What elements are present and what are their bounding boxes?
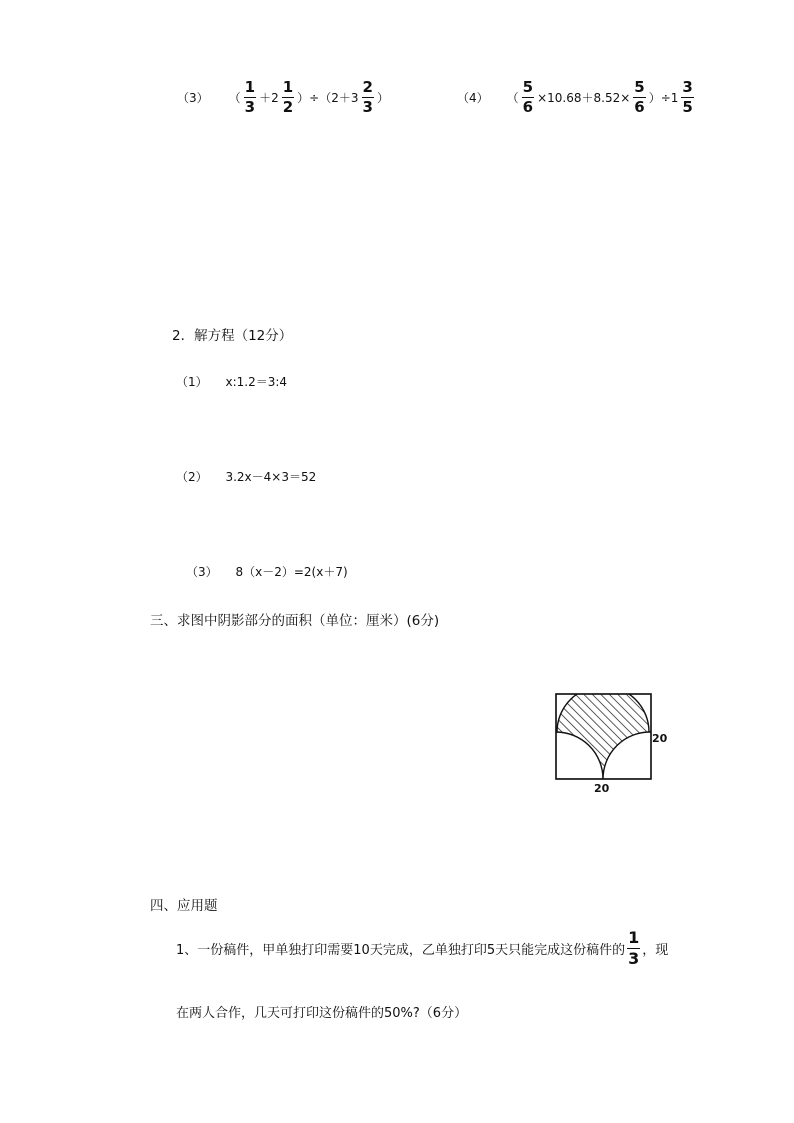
label-bottom: 20 — [594, 782, 610, 795]
question-1-line-1 — [176, 930, 668, 967]
section-2-title: 2．解方程（12分） — [172, 328, 293, 344]
divide-part: ）÷（2＋3 — [297, 91, 359, 105]
open-paren: （ — [228, 91, 241, 105]
problem-3 — [176, 80, 390, 115]
question-1-text: 1、一份稿件，甲单独打印需要10天完成，乙单独打印5天只能完成这份稿件的 — [176, 943, 626, 958]
label-right: 20 — [652, 732, 668, 745]
fraction-one-third-q1: $\frac{1}{3}$ — [628, 928, 640, 968]
equation-3 — [186, 563, 348, 580]
question-1-line-2: 在两人合作，几天可打印这份稿件的50%?（6分） — [176, 1006, 468, 1021]
question-1-text-cont: ，现 — [642, 943, 669, 958]
equation-2 — [176, 468, 316, 485]
equation-2-text: 3.2x－4×3＝52 — [225, 470, 317, 484]
problem-4 — [456, 80, 696, 115]
shaded-area-figure — [545, 690, 675, 798]
problem-4-label: （4） — [457, 91, 489, 105]
equation-1 — [176, 373, 287, 390]
plus-two: ＋2 — [259, 91, 279, 105]
fraction-one-half: $\frac{1}{2}$ — [282, 78, 294, 116]
problem-3-label: （3） — [177, 91, 209, 105]
equation-3-label: （3） — [186, 565, 218, 579]
multiply-part: ×10.68＋8.52× — [537, 91, 631, 105]
close-paren: ） — [376, 91, 389, 105]
divide-part: ）÷1 — [648, 91, 679, 105]
fraction-one-third: $\frac{1}{3}$ — [244, 78, 256, 116]
fraction-two-thirds: $\frac{2}{3}$ — [362, 78, 373, 116]
section-4-title: 四、应用题 — [150, 898, 218, 914]
section-3-title: 三、求图中阴影部分的面积（单位：厘米）(6分) — [150, 613, 440, 629]
fraction-three-fifths: $\frac{3}{5}$ — [682, 78, 693, 116]
equation-1-label: （1） — [176, 375, 208, 389]
equation-2-label: （2） — [176, 470, 208, 484]
open-paren: （ — [506, 91, 519, 105]
equation-3-text: 8（x－2）=2(x＋7) — [235, 565, 348, 579]
fraction-five-sixths-2: $\frac{5}{6}$ — [634, 78, 645, 116]
fraction-five-sixths: $\frac{5}{6}$ — [522, 78, 534, 116]
equation-1-text: x:1.2＝3:4 — [225, 375, 288, 389]
